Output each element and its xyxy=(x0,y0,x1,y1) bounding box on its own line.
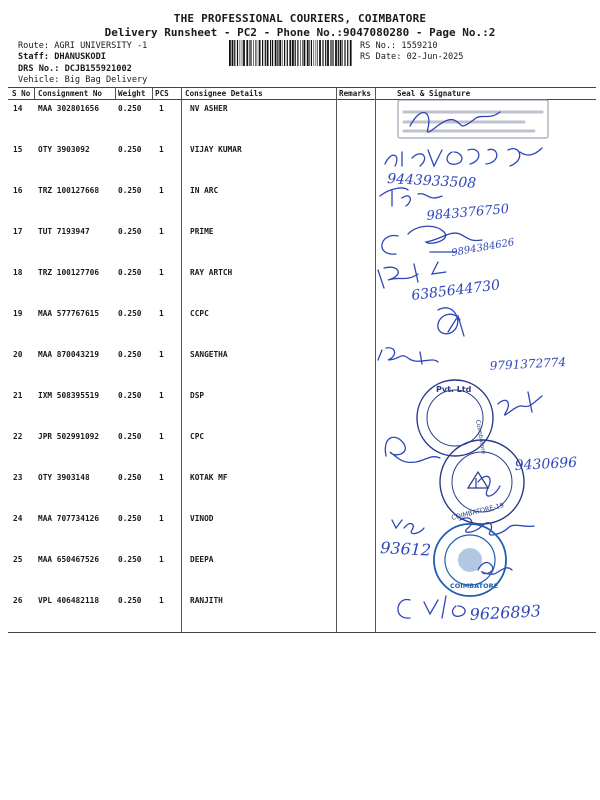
row-consignment: OTY 3903148 xyxy=(38,473,90,482)
row-consignee: DSP xyxy=(190,391,205,400)
barcode-bar xyxy=(237,40,238,66)
row-weight: 0.250 xyxy=(118,309,142,318)
barcode-bar xyxy=(300,40,301,66)
row-consignment: IXM 508395519 xyxy=(38,391,100,400)
row-consignment: OTY 3903092 xyxy=(38,145,90,154)
signature-row-24 xyxy=(392,518,534,535)
barcode-bar xyxy=(338,40,339,66)
svg-text:COIMBATORE-19: COIMBATORE-19 xyxy=(450,501,505,522)
row-sno: 15 xyxy=(13,145,23,154)
row-sno: 26 xyxy=(13,596,23,605)
col-divider xyxy=(181,87,182,632)
vehicle-label: Vehicle: Big Bag Delivery xyxy=(18,75,148,85)
company-title: THE PROFESSIONAL COURIERS, COIMBATORE xyxy=(173,12,427,25)
handwritten-phone-row-17: 9894384626 xyxy=(450,237,516,259)
row-consignment: MAA 870043219 xyxy=(38,350,100,359)
stamp-blue-coimbatore xyxy=(434,524,506,596)
barcode-bar xyxy=(246,40,248,66)
row-weight: 0.250 xyxy=(118,596,142,605)
runsheet-subtitle: Delivery Runsheet - PC2 - Phone No.:9047080280 - Page No.:2 xyxy=(104,26,496,39)
barcode-bar xyxy=(234,40,235,66)
handwritten-phone-row-23: 9430696 xyxy=(514,454,578,474)
signature-row-17 xyxy=(382,226,482,254)
row-pcs: 1 xyxy=(159,227,164,236)
barcode-bar xyxy=(319,40,321,66)
table-bottom-rule xyxy=(8,632,596,633)
handwritten-phone-row-15: 9443933508 xyxy=(386,171,477,192)
svg-text:Pvt. Ltd: Pvt. Ltd xyxy=(436,385,472,394)
rs-date: RS Date: 02-Jun-2025 xyxy=(360,52,464,62)
barcode-bar xyxy=(297,40,298,66)
barcode-bar xyxy=(250,40,251,66)
row-weight: 0.250 xyxy=(118,555,142,564)
barcode-bar xyxy=(335,40,337,66)
row-consignment: MAA 302801656 xyxy=(38,104,100,113)
row-weight: 0.250 xyxy=(118,473,142,482)
barcode-bar xyxy=(304,40,306,66)
handwritten-phone-row-18: 6385644730 xyxy=(410,277,501,304)
row-consignee: CCPC xyxy=(190,309,209,318)
barcode-bar xyxy=(267,40,269,66)
barcode-bar xyxy=(340,40,342,66)
col-divider xyxy=(375,87,376,632)
row-sno: 14 xyxy=(13,104,23,113)
col-header-pcs: PCS xyxy=(155,89,169,98)
row-consignee: RANJITH xyxy=(190,596,223,605)
row-sno: 21 xyxy=(13,391,23,400)
row-consignee: KOTAK MF xyxy=(190,473,228,482)
table-header-rule xyxy=(8,99,596,100)
col-divider xyxy=(152,87,153,99)
barcode-bar xyxy=(242,40,243,66)
signature-row-25 xyxy=(478,563,512,575)
signature-row-23 xyxy=(478,476,500,496)
stamp-pvt-ltd xyxy=(417,380,493,456)
barcode-bar xyxy=(279,40,281,66)
row-consignment: JPR 502991092 xyxy=(38,432,100,441)
rs-number: RS No.: 1559210 xyxy=(360,41,438,51)
barcode-bar xyxy=(262,40,263,66)
signature-row-19 xyxy=(438,308,464,336)
row-pcs: 1 xyxy=(159,309,164,318)
barcode-bar xyxy=(316,40,317,66)
barcode-bar xyxy=(342,40,343,66)
svg-text:COIMBATORE: COIMBATORE xyxy=(450,582,499,590)
row-sno: 24 xyxy=(13,514,23,523)
drs-number: DRS No.: DCJB155921002 xyxy=(18,64,132,74)
row-pcs: 1 xyxy=(159,391,164,400)
row-consignee: RAY ARTCH xyxy=(190,268,233,277)
barcode-bar xyxy=(317,40,318,66)
row-weight: 0.250 xyxy=(118,514,142,523)
barcode-bar xyxy=(257,40,258,66)
stamp-nv-asher xyxy=(398,100,548,138)
row-consignee: VINOD xyxy=(190,514,214,523)
row-consignee: CPC xyxy=(190,432,205,441)
barcode-bar xyxy=(243,40,245,66)
col-divider xyxy=(336,87,337,632)
signature-row-20 xyxy=(378,348,438,364)
row-sno: 17 xyxy=(13,227,23,236)
row-consignment: TRZ 100127706 xyxy=(38,268,100,277)
row-consignment: TRZ 100127668 xyxy=(38,186,100,195)
row-pcs: 1 xyxy=(159,145,164,154)
row-consignee: VIJAY KUMAR xyxy=(190,145,242,154)
handwritten-phone-row-16: 9843376750 xyxy=(426,201,510,224)
barcode-bar xyxy=(272,40,273,66)
barcode-bar xyxy=(344,40,345,66)
row-weight: 0.250 xyxy=(118,186,142,195)
row-consignee: IN ARC xyxy=(190,186,219,195)
row-pcs: 1 xyxy=(159,473,164,482)
handwritten-phone-row-24: 93612 xyxy=(379,538,432,560)
col-divider xyxy=(115,87,116,99)
col-header-seal: Seal & Signature xyxy=(397,89,471,98)
barcode-bar xyxy=(350,40,352,66)
row-weight: 0.250 xyxy=(118,227,142,236)
barcode-bar xyxy=(253,40,254,66)
row-pcs: 1 xyxy=(159,596,164,605)
row-weight: 0.250 xyxy=(118,432,142,441)
signature-row-21 xyxy=(498,392,542,415)
barcode-bar xyxy=(295,40,296,66)
barcode-bar xyxy=(287,40,288,66)
barcode-bar xyxy=(265,40,266,66)
barcode-bar xyxy=(325,40,326,66)
col-header-consignment: Consignment No xyxy=(38,89,103,98)
table-top-rule xyxy=(8,87,596,88)
col-header-consignee: Consignee Details xyxy=(185,89,263,98)
barcode-bar xyxy=(311,40,312,66)
barcode-bar xyxy=(282,40,283,66)
row-weight: 0.250 xyxy=(118,268,142,277)
row-sno: 23 xyxy=(13,473,23,482)
barcode-bar xyxy=(322,40,323,66)
row-pcs: 1 xyxy=(159,268,164,277)
row-consignment: MAA 707734126 xyxy=(38,514,100,523)
row-sno: 19 xyxy=(13,309,23,318)
row-consignee: PRIME xyxy=(190,227,214,236)
row-pcs: 1 xyxy=(159,186,164,195)
row-weight: 0.250 xyxy=(118,350,142,359)
col-header-remarks: Remarks xyxy=(339,89,372,98)
row-weight: 0.250 xyxy=(118,391,142,400)
row-sno: 25 xyxy=(13,555,23,564)
barcode-bar xyxy=(330,40,331,66)
row-sno: 22 xyxy=(13,432,23,441)
row-pcs: 1 xyxy=(159,555,164,564)
barcode-bar xyxy=(229,40,231,66)
col-header-sno: S No xyxy=(12,89,31,98)
col-divider xyxy=(34,87,35,99)
row-consignment: MAA 577767615 xyxy=(38,309,100,318)
stamp-round-coimbatore-19 xyxy=(440,440,524,524)
barcode-bar xyxy=(275,40,277,66)
handwritten-phone-row-26: 9626893 xyxy=(469,601,542,624)
barcode-bar xyxy=(284,40,285,66)
barcode-bar xyxy=(240,40,241,66)
barcode-bar xyxy=(232,40,234,66)
barcode-bar xyxy=(292,40,294,66)
svg-text:Coimbatore: Coimbatore xyxy=(474,419,487,455)
signature-row-18 xyxy=(378,262,446,288)
row-weight: 0.250 xyxy=(118,145,142,154)
barcode-bar xyxy=(327,40,329,66)
row-sno: 20 xyxy=(13,350,23,359)
barcode-bar xyxy=(302,40,303,66)
row-consignee: NV ASHER xyxy=(190,104,228,113)
route-label: Route: AGRI UNIVERSITY -1 xyxy=(18,41,148,51)
signature-row-22 xyxy=(385,437,440,462)
row-pcs: 1 xyxy=(159,514,164,523)
signature-row-26 xyxy=(398,596,465,618)
barcode-bar xyxy=(314,40,315,66)
row-pcs: 1 xyxy=(159,104,164,113)
barcode-bar xyxy=(347,40,348,66)
row-weight: 0.250 xyxy=(118,104,142,113)
barcode-bar xyxy=(332,40,333,66)
row-consignment: TUT 7193947 xyxy=(38,227,90,236)
row-consignment: VPL 406482118 xyxy=(38,596,100,605)
handwritten-phone-row-20: 9791372774 xyxy=(489,355,567,373)
staff-label: Staff: DHANUSKODI xyxy=(18,52,106,62)
col-header-weight: Weight xyxy=(118,89,146,98)
row-consignment: MAA 650467526 xyxy=(38,555,100,564)
row-pcs: 1 xyxy=(159,432,164,441)
barcode-bar xyxy=(307,40,309,66)
barcode xyxy=(228,40,354,66)
barcode-bar xyxy=(289,40,291,66)
barcode-bar xyxy=(259,40,261,66)
barcode-bar xyxy=(309,40,310,66)
row-sno: 18 xyxy=(13,268,23,277)
barcode-bar xyxy=(270,40,271,66)
row-sno: 16 xyxy=(13,186,23,195)
row-consignee: SANGETHA xyxy=(190,350,228,359)
signature-row-15 xyxy=(385,148,542,166)
barcode-bar xyxy=(277,40,278,66)
row-consignee: DEEPA xyxy=(190,555,214,564)
signature-row-16 xyxy=(380,188,442,206)
row-pcs: 1 xyxy=(159,350,164,359)
barcode-bar xyxy=(249,40,250,66)
barcode-bar xyxy=(255,40,256,66)
signature-row-14 xyxy=(410,112,500,132)
